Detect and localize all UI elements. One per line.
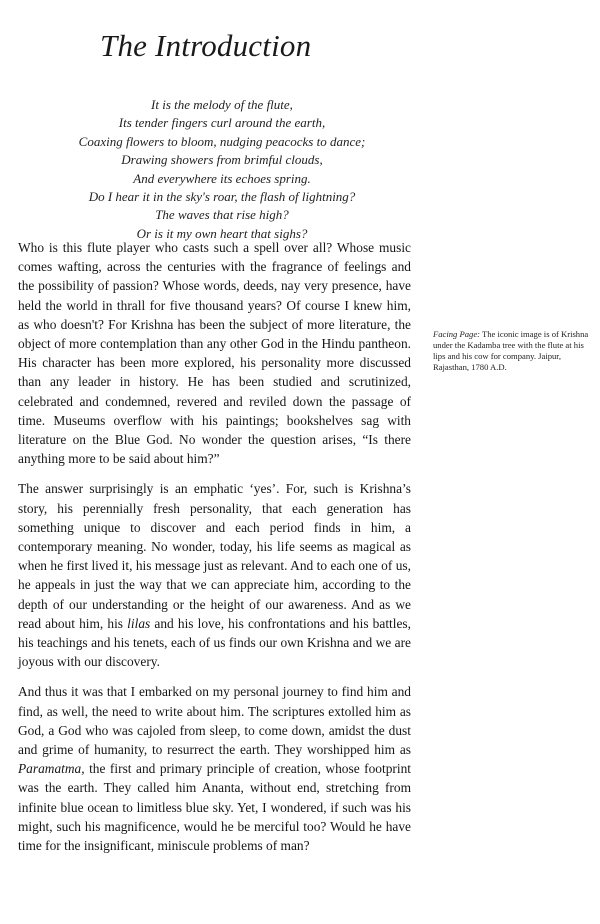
poem-line: It is the melody of the flute, [151,97,293,112]
poem-line: Its tender fingers curl around the earth, [118,115,326,131]
paragraph-text: The answer surprisingly is an emphatic ‘yes’. For, such is Krishna’s story, his perennially fresh personality, that each generation has something unique to discover and each period finds in him, a contemporary meaning. No wonder, today, his life seems as magical as when he first lived it, his message just as relevant. And to each one of us, he appeals in just the way that we can appreciate him, according to the depth of our understanding or the height of our awareness. And as we read about him, his [18,481,411,631]
paragraph [18,682,411,855]
poem-line: And everywhere its echoes spring. [133,170,311,186]
page-title: The Introduction [100,28,312,63]
body-text [18,238,411,866]
poem-line: Do I hear it in the sky's roar, the flash of lightning? [88,189,356,205]
paragraph-text: , the first and primary principle of creation, whose footprint was the earth. They called him Ananta, without end, stretching from infinite blue ocean to limitless blue sky. Yet, I wondered, if such was his might, such his magnificence, would he be merciful too? Would he have time for the insignificant, miniscule problems of man? [18,761,411,854]
poem-line: Or is it my own heart that sighs? [136,225,308,241]
paragraph-text: And thus it was that I embarked on my personal journey to find him and find, as well, the need to write about him. The scriptures extolled him as God, a God who was cajoled from sleep, to come down, amidst the dust and grime of humanity, to resurrect the earth. They worshipped him as [18,684,411,758]
caption-lead: Facing Page: [433,329,481,339]
paragraph-text: and his love, his confrontations and his battles, his teachings and his tenets, each of us finds our own Krishna and we are joyous with our discovery. [18,615,411,670]
epigraph-poem [26,96,418,243]
paragraph: Who is this flute player who casts such a spell over all? Whose music comes wafting, across the centuries with the fragrance of feelings and the possibility of passion? Whose words, deeds, nay very presence, have held the world in thrall for five thousand years? Of course I knew him, as who doesn't? For Krishna has been the subject of more literature, the object of more contemplation than any other God in the Hindu pantheon. His character has been more explored, his personality more discussed than any leader in history. He has been studied and scrutinized, celebrated and condemned, revered and reviled down the passage of time. Museums overflow with his paintings; bookshelves sag with literature on the Blue God. No wonder the question arises, “Is there anything more to be said about him?” [18,240,411,467]
poem-line: The waves that rise high? [155,207,289,223]
paragraph [18,479,411,671]
italic-term: lilas [127,615,151,631]
caption-text: The iconic image is of Krishna under the Kadamba tree with the flute at his lips and his cow for company. Jaipur, Rajasthan, 1780 A.D. [433,329,589,372]
poem-line: Drawing showers from brimful clouds, [121,152,323,168]
poem-line: Coaxing flowers to bloom, nudging peacocks to dance; [78,133,366,149]
image-caption [433,329,595,373]
italic-term: Paramatma [18,761,82,777]
